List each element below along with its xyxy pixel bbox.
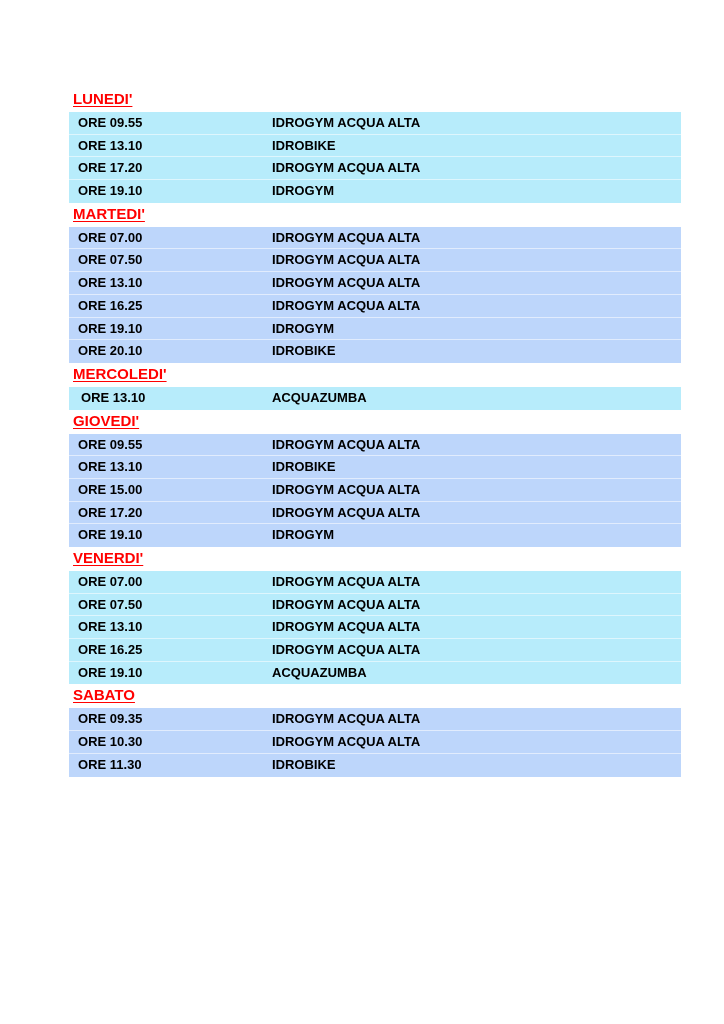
session-time: ORE 17.20 [78,504,143,520]
session-activity: IDROGYM ACQUA ALTA [272,297,421,313]
session-activity: IDROGYM ACQUA ALTA [272,115,421,130]
session-time: ORE 17.20 [78,160,143,176]
session-activity: IDROGYM ACQUA ALTA [272,275,421,291]
session-time: ORE 11.30 [78,756,142,772]
session-list [69,433,681,547]
session-time: ORE 07.00 [78,574,143,589]
session-row [69,112,681,135]
session-list [69,570,681,684]
session-row [69,135,681,158]
session-activity: IDROGYM ACQUA ALTA [272,642,421,658]
session-row [69,594,681,617]
session-time: ORE 19.10 [78,664,143,680]
day-title: GIOVEDI' [69,410,681,433]
session-activity: IDROBIKE [272,343,336,359]
session-time: ORE 10.30 [78,734,143,750]
session-row [69,524,681,547]
day-section-giovedi [69,410,681,547]
day-title: MARTEDI' [69,203,681,226]
session-row [69,479,681,502]
session-row [69,571,681,594]
session-time: ORE 19.10 [78,320,143,336]
session-activity: IDROBIKE [272,137,336,153]
session-row [69,340,681,363]
session-activity: IDROGYM ACQUA ALTA [272,481,421,497]
day-section-venerdi [69,547,681,684]
session-time: ORE 19.10 [78,183,143,199]
session-time: ORE 20.10 [78,343,143,359]
session-activity: IDROGYM ACQUA ALTA [272,160,421,176]
session-time: ORE 13.10 [78,275,143,291]
day-title: SABATO [69,684,681,707]
day-title: LUNEDI' [69,88,681,111]
session-row [69,157,681,180]
session-row [69,662,681,685]
session-time: ORE 07.00 [78,229,143,245]
session-row [69,639,681,662]
day-section-sabato [69,684,681,776]
session-row [69,731,681,754]
session-activity: IDROGYM [272,183,335,199]
session-list [69,111,681,203]
day-section-lunedi [69,88,681,203]
session-time: ORE 07.50 [78,596,143,612]
session-row [69,456,681,479]
session-activity: IDROGYM ACQUA ALTA [272,574,421,589]
session-activity: IDROGYM ACQUA ALTA [272,619,421,635]
session-row [69,227,681,250]
session-time: ORE 09.35 [78,711,143,727]
session-time: ORE 16.25 [78,642,143,658]
session-list [69,226,681,363]
day-title: VENERDI' [69,547,681,570]
session-row [69,272,681,295]
session-activity: IDROGYM ACQUA ALTA [272,734,421,750]
session-row [69,502,681,525]
session-row [69,318,681,341]
session-row [69,180,681,203]
day-section-mercoledi [69,363,681,410]
session-time: ORE 16.25 [78,297,143,313]
session-time: ORE 09.55 [78,115,143,130]
session-time: ORE 19.10 [78,527,143,543]
session-row [69,249,681,272]
session-row [69,434,681,457]
session-activity: ACQUAZUMBA [272,664,367,680]
session-row [69,708,681,731]
weekly-schedule [69,88,681,777]
session-activity: IDROGYM [272,527,335,543]
session-list [69,707,681,776]
session-activity: IDROGYM ACQUA ALTA [272,711,421,727]
session-time: ORE 13.10 [81,389,146,405]
session-time: ORE 15.00 [78,481,143,497]
session-time: ORE 13.10 [78,619,143,635]
session-activity: IDROGYM ACQUA ALTA [272,596,421,612]
session-time: ORE 07.50 [78,252,143,268]
session-list [69,386,681,410]
session-activity: IDROBIKE [272,756,336,772]
session-activity: IDROGYM ACQUA ALTA [272,252,421,268]
session-activity: ACQUAZUMBA [272,389,367,405]
session-row [69,754,681,777]
session-row [69,616,681,639]
session-time: ORE 13.10 [78,459,143,475]
session-time: ORE 09.55 [78,436,143,452]
day-section-martedi [69,203,681,363]
session-time: ORE 13.10 [78,137,143,153]
session-activity: IDROBIKE [272,459,336,475]
session-activity: IDROGYM ACQUA ALTA [272,229,421,245]
session-row [69,387,681,410]
session-activity: IDROGYM ACQUA ALTA [272,436,421,452]
session-activity: IDROGYM ACQUA ALTA [272,504,421,520]
session-row [69,295,681,318]
day-title: MERCOLEDI' [69,363,681,386]
session-activity: IDROGYM [272,320,335,336]
